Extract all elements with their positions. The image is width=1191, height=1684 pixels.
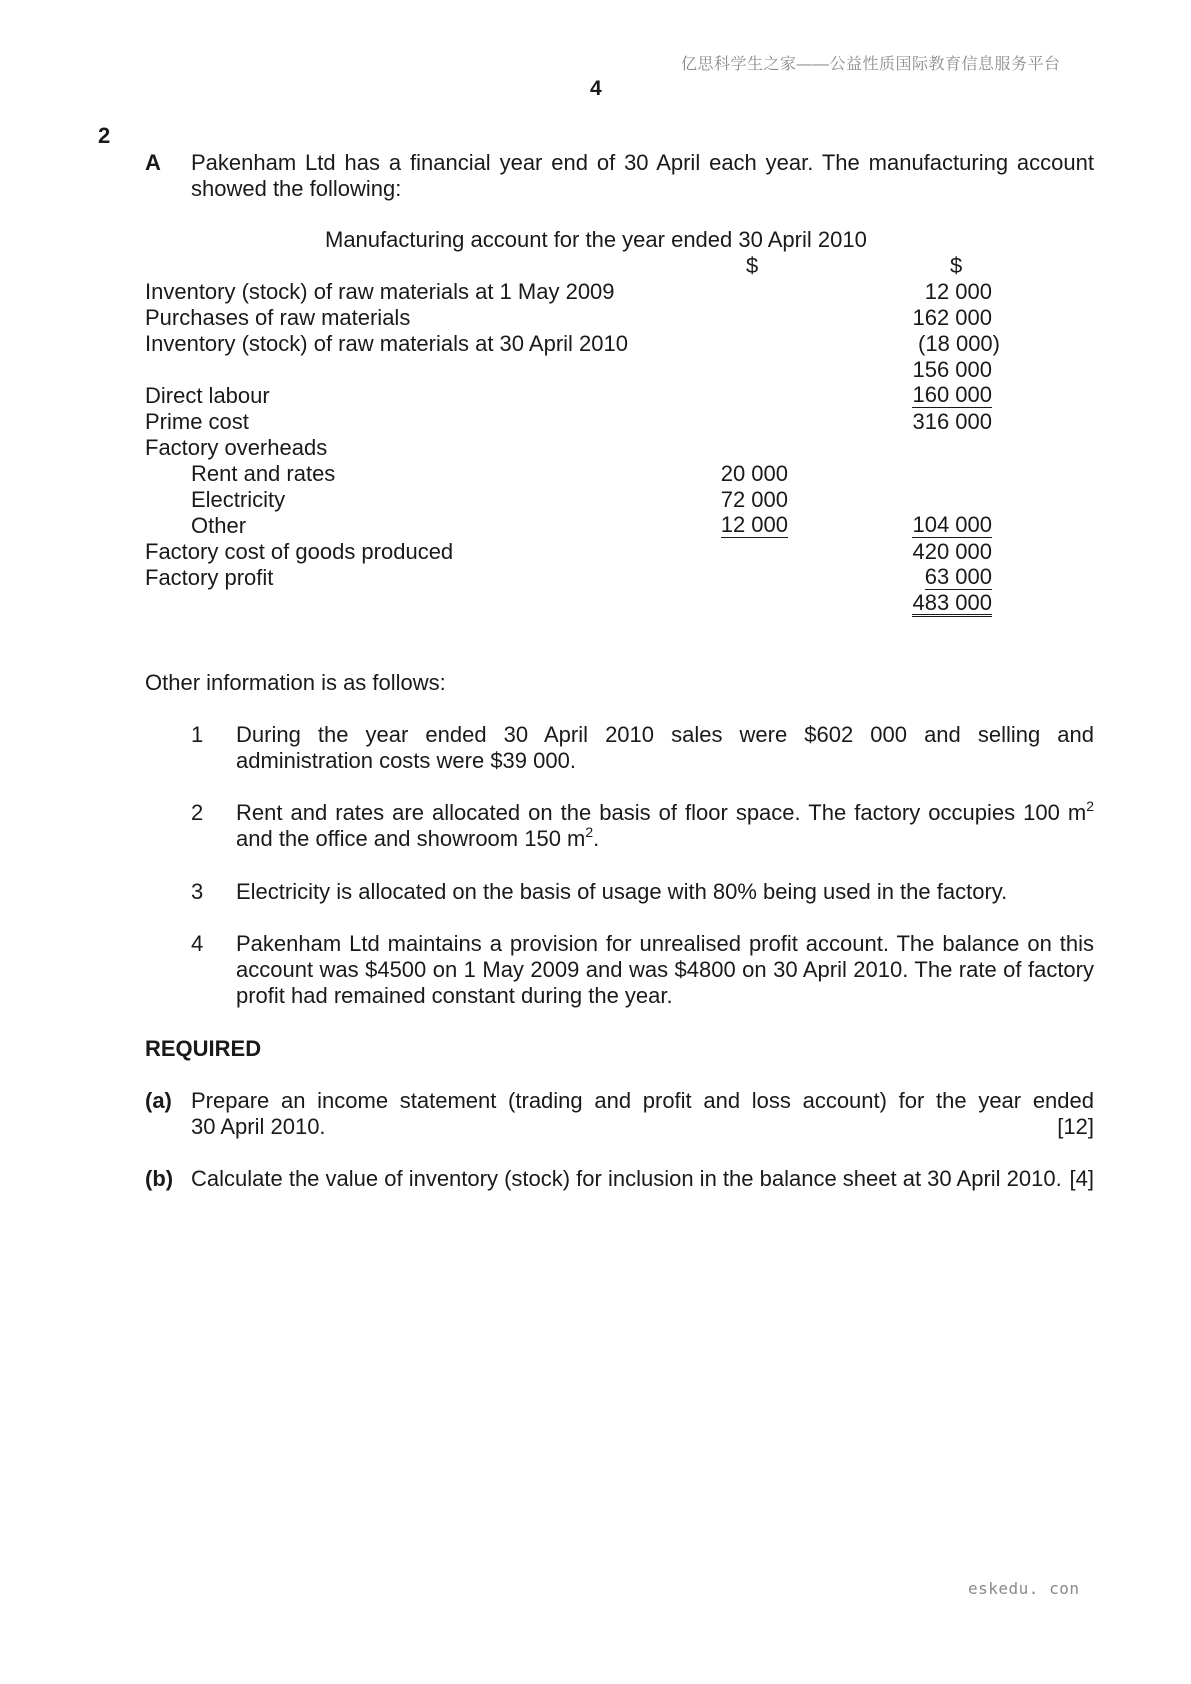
marks: [12] <box>1057 1114 1094 1139</box>
account-row <box>0 461 1191 487</box>
row-label: Factory profit <box>145 565 274 590</box>
row-value-col1: 72 000 <box>720 487 788 512</box>
currency-header-col1: $ <box>746 253 759 278</box>
account-row <box>0 539 1191 565</box>
footer-site-text: eskedu. con <box>968 1579 1080 1598</box>
row-label: Factory cost of goods produced <box>145 539 454 564</box>
row-value-col2: 63 000 <box>924 564 992 589</box>
part-label: (a) <box>145 1088 172 1113</box>
row-label: Rent and rates <box>191 461 336 486</box>
row-label: Other <box>191 513 247 538</box>
marks: [4] <box>1069 1166 1094 1191</box>
question-intro: Pakenham Ltd has a financial year end of 30 April each year. The manufacturing account showed the following: <box>191 150 1094 201</box>
part-text: Calculate the value of inventory (stock) for inclusion in the balance sheet at 30 April 2010. <box>191 1166 1062 1191</box>
account-title: Manufacturing account for the year ended 30 April 2010 <box>325 227 867 252</box>
account-row <box>0 513 1191 539</box>
part-text-line1: Prepare an income statement (trading and profit and loss account) for the year ended <box>191 1088 1094 1113</box>
account-row <box>0 279 1191 305</box>
item-text: During the year ended 30 April 2010 sales were $602 000 and selling and administration costs were $39 000. <box>236 722 1094 773</box>
row-value-col1: 20 000 <box>720 461 788 486</box>
part-label: (b) <box>145 1166 174 1191</box>
item-number: 1 <box>191 722 204 747</box>
item-text: Pakenham Ltd maintains a provision for unrealised profit account. The balance on this account was $4500 on 1 May 2009 and was $4800 on 30 April 2010. The rate of factory profit had remained constant during the year. <box>236 931 1094 1008</box>
account-row <box>0 591 1191 617</box>
page-number: 4 <box>590 77 602 100</box>
row-value-col2: 316 000 <box>912 409 992 434</box>
account-row <box>0 487 1191 513</box>
account-row <box>0 357 1191 383</box>
row-value-col2: 12 000 <box>924 279 992 304</box>
account-row <box>0 331 1191 357</box>
part-text-line2: 30 April 2010. <box>191 1114 326 1139</box>
row-value-col2: 104 000 <box>912 512 992 537</box>
account-row <box>0 409 1191 435</box>
item-text: Electricity is allocated on the basis of usage with 80% being used in the factory. <box>236 879 1008 904</box>
currency-header-col2: $ <box>950 253 963 278</box>
row-label: Purchases of raw materials <box>145 305 411 330</box>
row-label: Factory overheads <box>145 435 328 460</box>
header-site-text: 亿思科学生之家——公益性质国际教育信息服务平台 <box>681 56 1061 73</box>
row-value-col2: 156 000 <box>912 357 992 382</box>
account-row <box>0 383 1191 409</box>
row-value-col2: 160 000 <box>912 382 992 407</box>
row-value-col2: (18 000) <box>918 331 1000 356</box>
account-row <box>0 565 1191 591</box>
row-value-col2: 162 000 <box>912 305 992 330</box>
other-info-heading: Other information is as follows: <box>145 670 446 695</box>
question-number: 2 <box>98 123 111 148</box>
item-number: 4 <box>191 931 204 956</box>
row-value-col1: 12 000 <box>720 512 788 537</box>
row-label: Inventory (stock) of raw materials at 1 May 2009 <box>145 279 615 304</box>
item-number: 2 <box>191 800 204 825</box>
row-value-col2-total: 483 000 <box>912 590 992 615</box>
row-value-col2: 420 000 <box>912 539 992 564</box>
row-label: Prime cost <box>145 409 249 434</box>
item-number: 3 <box>191 879 204 904</box>
section-letter: A <box>145 150 161 175</box>
account-row <box>0 435 1191 461</box>
required-heading: REQUIRED <box>145 1036 262 1061</box>
row-label: Inventory (stock) of raw materials at 30 April 2010 <box>145 331 628 356</box>
account-row <box>0 305 1191 331</box>
row-label: Electricity <box>191 487 286 512</box>
row-label: Direct labour <box>145 383 270 408</box>
item-text: Rent and rates are allocated on the basis of floor space. The factory occupies 100 $m^2$ and the office and showroom 150 $m^2$. <box>236 798 1094 851</box>
